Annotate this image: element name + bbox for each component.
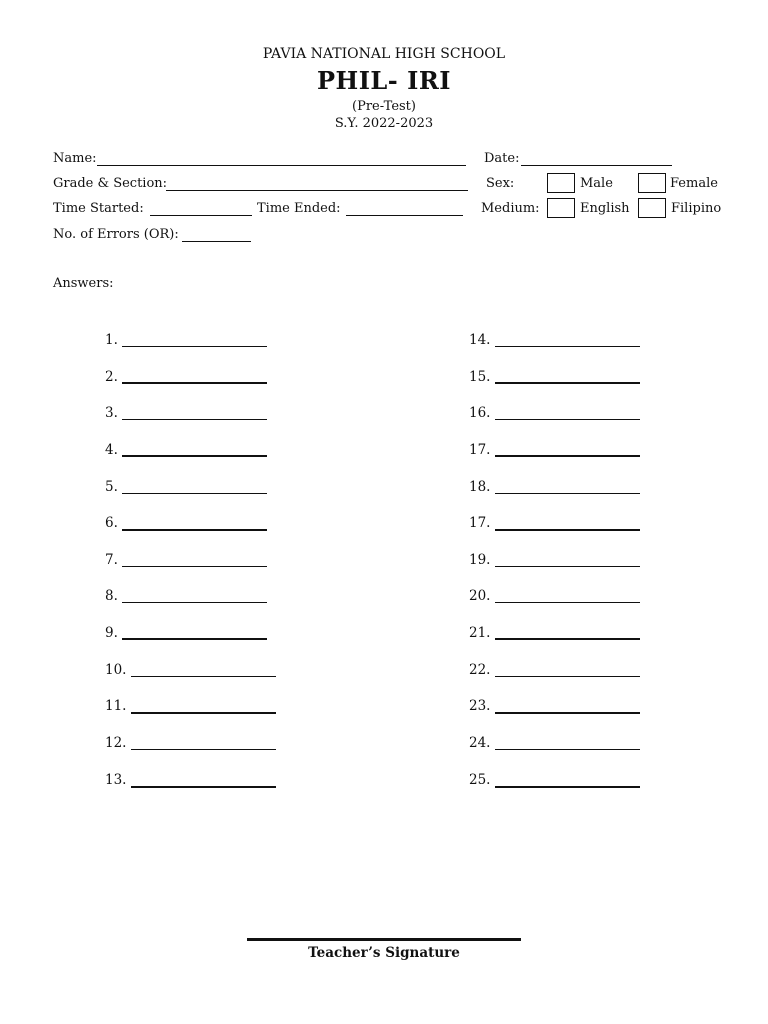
- answer-line[interactable]: [122, 419, 267, 420]
- answer-number: 13.: [105, 772, 127, 788]
- answer-line[interactable]: [122, 382, 267, 384]
- answer-number: 15.: [469, 369, 491, 385]
- answer-line[interactable]: [122, 602, 267, 603]
- grade-section-field[interactable]: [166, 190, 468, 191]
- answer-line[interactable]: [122, 529, 267, 531]
- answer-number: 11.: [105, 698, 127, 714]
- answer-line[interactable]: [495, 346, 640, 347]
- answer-line[interactable]: [495, 712, 640, 714]
- female-checkbox[interactable]: [638, 173, 666, 193]
- filipino-label: Filipino: [671, 201, 722, 216]
- answer-number: 4.: [105, 442, 118, 458]
- name-field[interactable]: [97, 165, 466, 166]
- filipino-checkbox[interactable]: [638, 198, 666, 218]
- answer-number: 10.: [105, 662, 127, 678]
- date-field[interactable]: [521, 165, 672, 166]
- answer-number: 9.: [105, 625, 118, 641]
- answers-label: Answers:: [53, 276, 114, 291]
- english-checkbox[interactable]: [547, 198, 575, 218]
- signature-label: Teacher’s Signature: [308, 945, 460, 961]
- female-label: Female: [670, 176, 718, 191]
- answer-line[interactable]: [495, 602, 640, 603]
- answer-line[interactable]: [495, 566, 640, 567]
- male-checkbox[interactable]: [547, 173, 575, 193]
- answer-number: 3.: [105, 405, 118, 421]
- answer-line[interactable]: [122, 638, 267, 640]
- answer-line[interactable]: [495, 493, 640, 494]
- answer-number: 8.: [105, 588, 118, 604]
- grade-section-label: Grade & Section:: [53, 176, 168, 191]
- name-label: Name:: [53, 151, 97, 166]
- answer-line[interactable]: [495, 419, 640, 420]
- answer-number: 21.: [469, 625, 491, 641]
- answer-number: 20.: [469, 588, 491, 604]
- answer-line[interactable]: [122, 566, 267, 567]
- medium-label: Medium:: [481, 201, 540, 216]
- date-label: Date:: [484, 151, 520, 166]
- answer-line[interactable]: [495, 786, 640, 788]
- answer-number: 18.: [469, 479, 491, 495]
- answer-number: 16.: [469, 405, 491, 421]
- answer-line[interactable]: [495, 382, 640, 384]
- answer-line[interactable]: [131, 786, 276, 788]
- answer-line[interactable]: [122, 346, 267, 347]
- answer-line[interactable]: [495, 455, 640, 457]
- male-label: Male: [580, 176, 613, 191]
- school-name: PAVIA NATIONAL HIGH SCHOOL: [262, 46, 506, 62]
- sex-label: Sex:: [486, 176, 515, 191]
- answer-number: 19.: [469, 552, 491, 568]
- answer-line[interactable]: [495, 529, 640, 531]
- answer-number: 12.: [105, 735, 127, 751]
- test-type: (Pre-Test): [352, 99, 416, 114]
- answer-number: 17.: [469, 442, 491, 458]
- answer-number: 17.: [469, 515, 491, 531]
- english-label: English: [580, 201, 630, 216]
- answer-number: 5.: [105, 479, 118, 495]
- time-ended-field[interactable]: [346, 215, 463, 216]
- answer-number: 14.: [469, 332, 491, 348]
- time-started-label: Time Started:: [53, 201, 144, 216]
- answer-number: 2.: [105, 369, 118, 385]
- answer-line[interactable]: [122, 493, 267, 494]
- errors-field[interactable]: [182, 241, 251, 242]
- answer-line[interactable]: [131, 676, 276, 677]
- errors-label: No. of Errors (OR):: [53, 227, 179, 242]
- school-year: S.Y. 2022-2023: [334, 116, 434, 131]
- time-ended-label: Time Ended:: [257, 201, 341, 216]
- answer-number: 1.: [105, 332, 118, 348]
- answer-line[interactable]: [122, 455, 267, 457]
- answer-line[interactable]: [131, 749, 276, 750]
- answer-number: 23.: [469, 698, 491, 714]
- answer-number: 25.: [469, 772, 491, 788]
- answer-number: 24.: [469, 735, 491, 751]
- answer-line[interactable]: [495, 749, 640, 750]
- answer-number: 22.: [469, 662, 491, 678]
- time-started-field[interactable]: [150, 215, 252, 216]
- answer-number: 7.: [105, 552, 118, 568]
- answer-line[interactable]: [131, 712, 276, 714]
- answer-line[interactable]: [495, 676, 640, 677]
- signature-line[interactable]: [247, 938, 521, 941]
- answer-line[interactable]: [495, 638, 640, 640]
- answer-number: 6.: [105, 515, 118, 531]
- form-title: PHIL- IRI: [316, 66, 452, 95]
